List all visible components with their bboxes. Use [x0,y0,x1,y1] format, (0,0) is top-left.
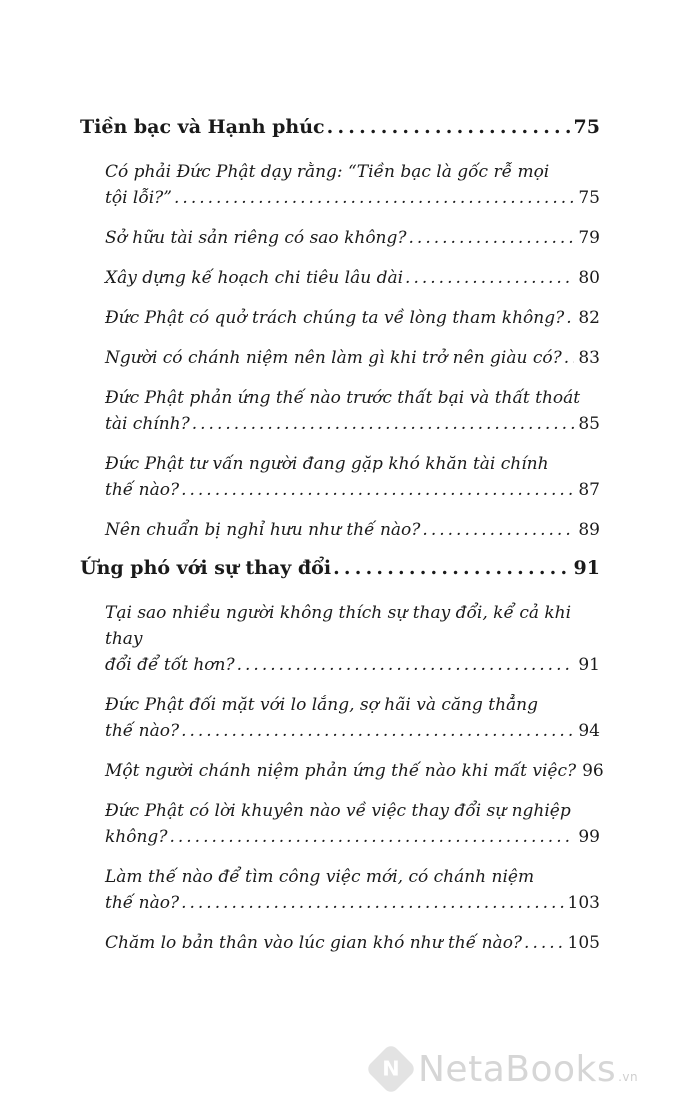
netabooks-logo-icon: N [365,1043,417,1095]
toc-entry [80,600,600,678]
page-number: 91 [573,557,600,579]
dot-leader [192,411,575,437]
entry-title-line: tội lỗi?” [105,188,172,208]
toc-entry [80,451,600,503]
entry-title-line: tài chính? [105,414,190,434]
entry-title-line: thế nào? [105,721,180,741]
page-number: 75 [573,116,600,138]
toc-section-heading [80,116,600,148]
entry-title-line: Có phải Đức Phật dạy rằng: “Tiền bạc là gốc rễ mọi [105,162,550,182]
toc-section-heading [80,557,600,589]
entry-title-line: Đức Phật phản ứng thế nào trước thất bại và thất thoát [105,388,581,408]
toc-entry [80,159,600,211]
dot-leader [327,116,570,138]
entry-title-line: Nên chuẩn bị nghỉ hưu như thế nào? [105,520,421,540]
toc-entry [80,385,600,437]
toc-entry [80,758,604,784]
section-title: Ứng phó với sự thay đổi [80,557,332,579]
entry-title-line: Một người chánh niệm phản ứng thế nào khi mất việc? [105,761,577,781]
dot-leader [237,652,575,678]
watermark-text: NetaBooks .vn [418,1048,639,1090]
dot-leader [524,930,564,956]
entry-title-line: Đức Phật đối mặt với lo lắng, sợ hãi và căng thẳng [105,695,539,715]
section-title: Tiền bạc và Hạnh phúc [80,116,325,138]
page-number: 94 [578,721,600,741]
page-number: 105 [567,933,600,953]
page-number: 80 [578,268,600,288]
toc-entry [80,798,600,850]
toc-entry [80,265,600,291]
dot-leader [405,265,574,291]
toc-entry [80,225,600,251]
dot-leader [333,557,569,579]
page-number: 89 [578,520,600,540]
dot-leader [181,890,563,916]
dot-leader [174,185,574,211]
dot-leader [422,517,574,543]
toc-entry [80,345,600,371]
entry-title-line: Đức Phật có lời khuyên nào về việc thay đổi sự nghiệp [105,801,571,821]
netabooks-watermark [368,1046,638,1092]
page-number: 79 [578,228,600,248]
entry-title-line: Người có chánh niệm nên làm gì khi trở nên giàu có? [105,348,562,368]
page-number: 85 [578,414,600,434]
dot-leader [181,718,574,744]
entry-title-line: không? [105,827,168,847]
page-number: 103 [567,893,600,913]
page-number: 87 [578,480,600,500]
toc-entry [80,305,600,331]
entry-title-line: Làm thế nào để tìm công việc mới, có chánh niệm [105,867,535,887]
toc-entry [80,692,600,744]
entry-title-line: Tại sao nhiều người không thích sự thay đổi, kể cả khi thay [105,603,572,649]
page-number: 96 [582,761,604,781]
entry-title-line: thế nào? [105,893,180,913]
entry-title-line: Đức Phật có quở trách chúng ta về lòng tham không? [105,308,565,328]
entry-title-line: Xây dựng kế hoạch chi tiêu lâu dài [105,268,404,288]
page-number: 82 [578,308,600,328]
dot-leader [566,305,574,331]
dot-leader [564,345,575,371]
entry-title-line: đổi để tốt hơn? [105,655,235,675]
entry-title-line: Đức Phật tư vấn người đang gặp khó khăn tài chính [105,454,549,474]
page-number: 75 [578,188,600,208]
table-of-contents [80,116,604,970]
entry-title-line: thế nào? [105,480,180,500]
page-number: 91 [578,655,600,675]
page-number: 83 [578,348,600,368]
toc-entry [80,930,600,956]
toc-entry [80,864,600,916]
dot-leader [409,225,575,251]
page-number: 99 [578,827,600,847]
toc-entry [80,517,600,543]
entry-title-line: Sở hữu tài sản riêng có sao không? [105,228,407,248]
dot-leader [169,824,574,850]
entry-title-line: Chăm lo bản thân vào lúc gian khó như thế nào? [105,933,523,953]
dot-leader [181,477,574,503]
